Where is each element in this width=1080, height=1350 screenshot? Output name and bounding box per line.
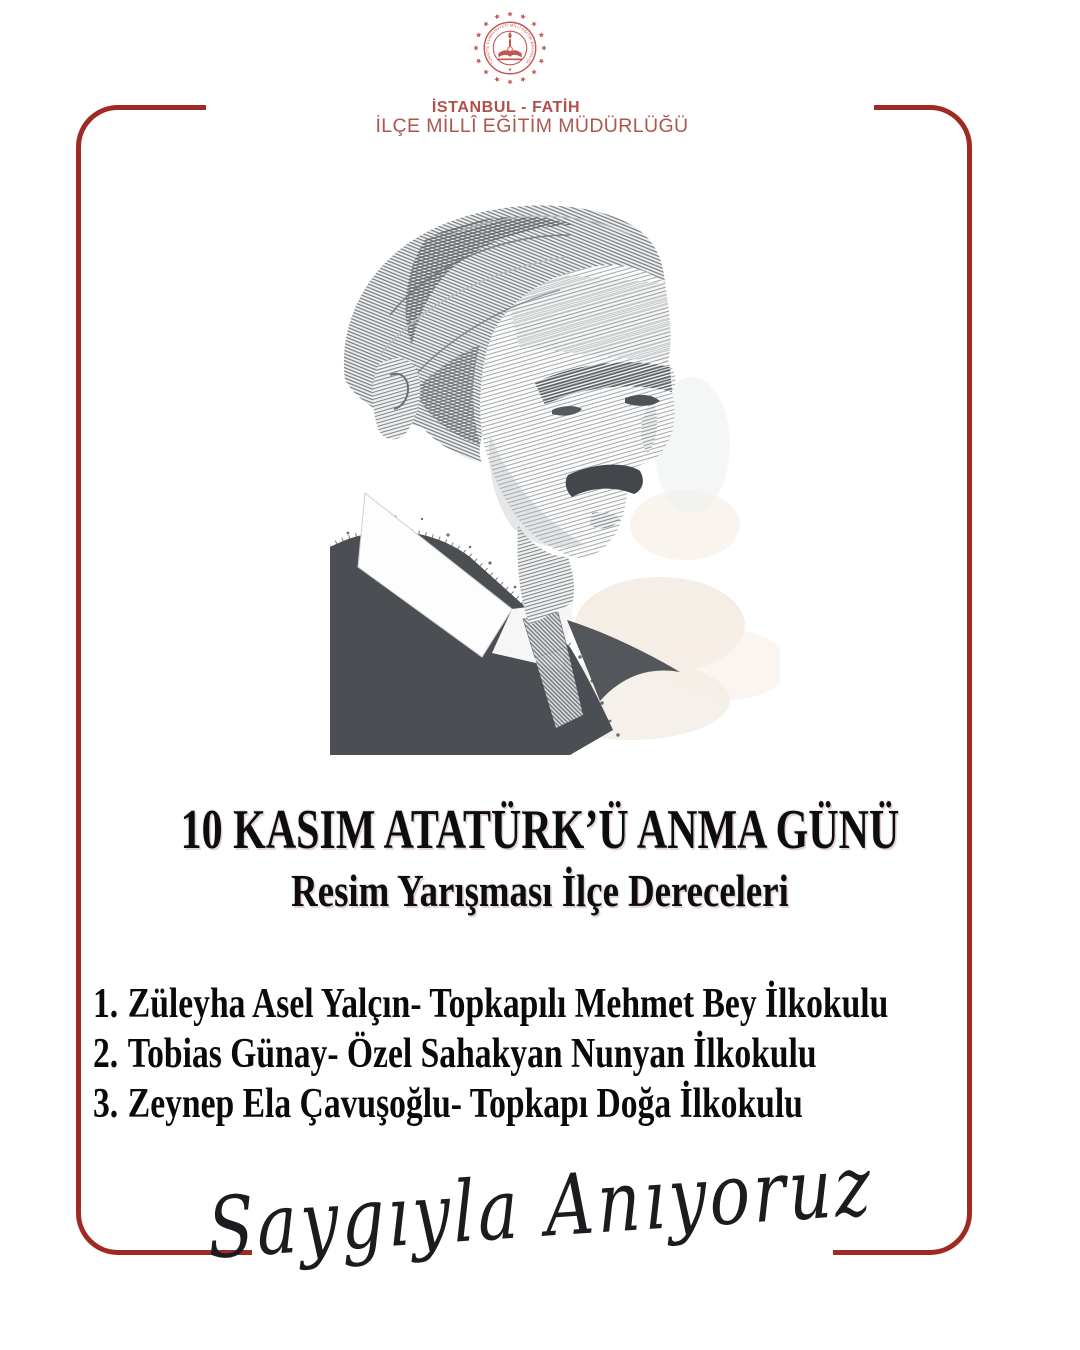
signature-wrap: [0, 1136, 1080, 1278]
ataturk-portrait-art: [330, 195, 780, 755]
emblem-bottom-star: [508, 68, 511, 71]
title-line2: Resim Yarışması İlçe Dereceleri: [291, 865, 789, 916]
result-rank: 2.: [93, 1031, 119, 1077]
header-directorate: İLÇE MİLLÎ EĞİTİM MÜDÜRLÜĞÜ: [375, 115, 689, 137]
emblem-ring-text: TÜRKİYE CUMHURİYETİ MİLLÎ EĞİTİM BAKANLIĞI: [484, 22, 536, 66]
result-rank: 1.: [93, 981, 119, 1027]
title-line1: 10 KASIM ATATÜRK’Ü ANMA GÜNÜ: [180, 799, 900, 861]
result-entry: Tobias Günay- Özel Sahakyan Nunyan İlkokulu: [127, 1031, 817, 1077]
result-rank: 3.: [93, 1081, 119, 1127]
result-item-2: [93, 1029, 888, 1079]
result-item-3: [93, 1079, 888, 1129]
results-list: [93, 979, 1080, 1129]
result-entry: Zeynep Ela Çavuşoğlu- Topkapı Doğa İlkokulu: [127, 1081, 803, 1127]
ear: [373, 358, 421, 439]
emblem-torch-icon: [508, 32, 513, 51]
header-district: İSTANBUL - FATİH: [431, 99, 581, 116]
ataturk-portrait: [330, 195, 780, 755]
signature-text: Saygıyla Anıyoruz: [205, 1136, 875, 1278]
result-entry: Züleyha Asel Yalçın- Topkapılı Mehmet Bey İlkokulu: [127, 981, 889, 1027]
result-item-1: [93, 979, 888, 1029]
ministry-emblem-icon: [471, 9, 549, 87]
